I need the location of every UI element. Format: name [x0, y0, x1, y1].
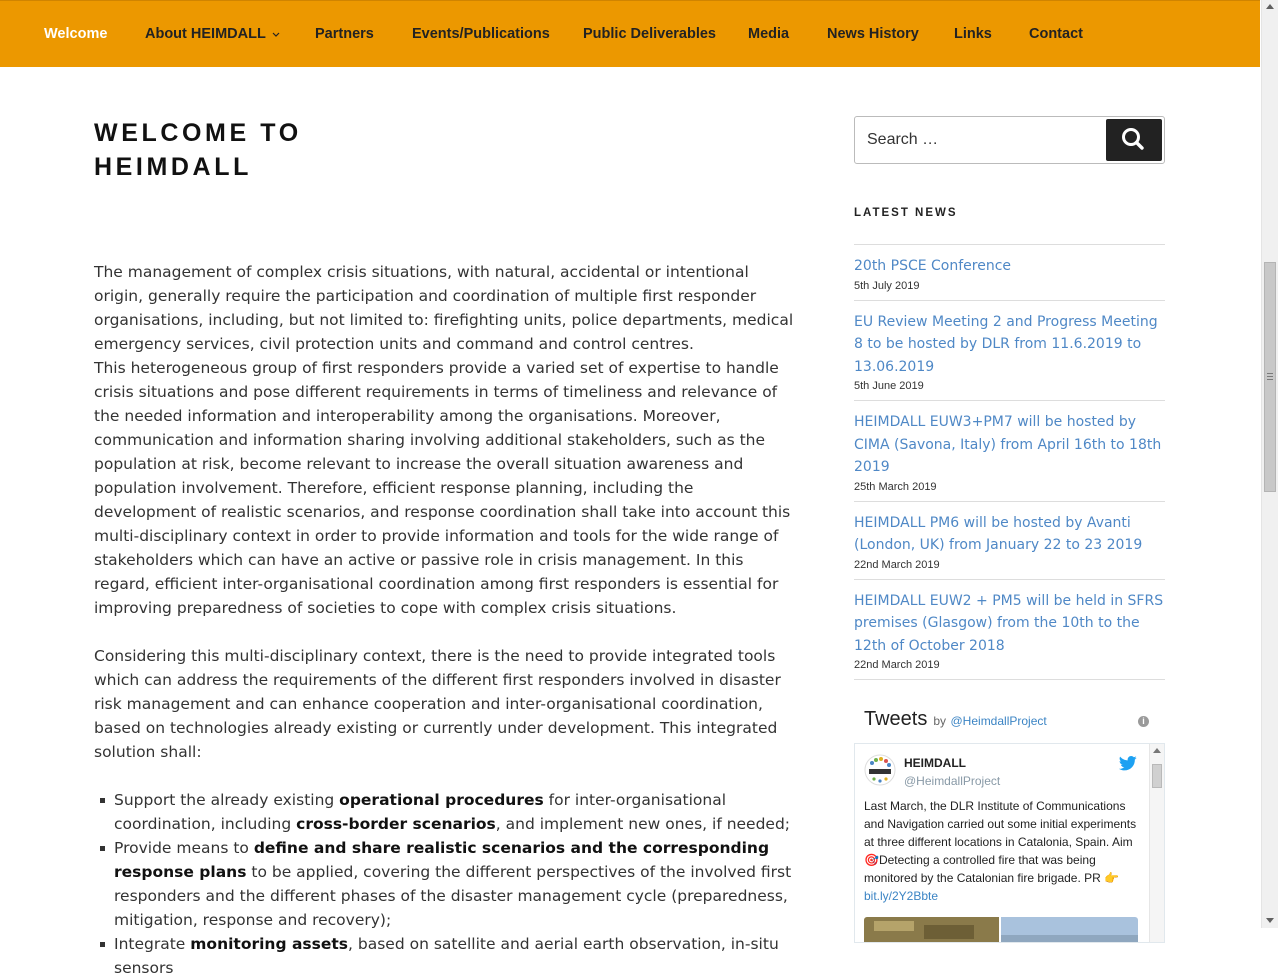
list-text: for inter-organisational coordination, including	[114, 791, 727, 833]
avatar[interactable]	[864, 754, 896, 786]
page-scrollbar[interactable]	[1261, 0, 1278, 928]
nav-item-label: Media	[748, 26, 790, 42]
nav-item-label: Welcome	[44, 26, 108, 42]
scroll-up-arrow-icon[interactable]	[1266, 4, 1274, 9]
emphasis-text: cross-border scenarios	[296, 815, 496, 833]
twitter-bird-icon[interactable]	[1119, 756, 1137, 771]
nav-item-partners[interactable]	[315, 26, 374, 42]
latest-news-title: LATEST NEWS	[854, 207, 958, 219]
scroll-up-arrow-icon[interactable]	[1153, 748, 1161, 753]
list-text: to be applied, covering the different perspectives of the involved first responders and the different phases of the disaster management cycle (preparedness, mitigation, response and recovery);	[114, 863, 792, 929]
news-item	[854, 501, 1165, 579]
emphasis-text: operational procedures	[339, 791, 544, 809]
requirements-list	[94, 788, 794, 980]
tweet-timeline	[854, 743, 1165, 943]
chevron-down-icon	[272, 32, 280, 37]
intro-paragraph: The management of complex crisis situations, with natural, accidental or intentional origin, generally require the participation and coordination of multiple first responder organisations, including, but not limited to: firefighting units, police departments, medical emergency services, civil protection units and command and control centres.	[94, 263, 794, 353]
main-content	[94, 260, 794, 980]
tweet-media-image[interactable]	[864, 917, 1138, 943]
tweets-title: Tweets	[864, 708, 928, 730]
nav-item-label: Partners	[315, 26, 374, 42]
nav-item-label: Public Deliverables	[583, 26, 716, 42]
nav-item-deliverables[interactable]	[583, 26, 716, 42]
pointing-hand-emoji-icon: 👉	[1104, 871, 1120, 885]
tweet-text	[864, 797, 1144, 905]
requirement-list-item	[94, 788, 794, 836]
news-date: 22nd March 2019	[854, 558, 940, 571]
news-date: 22nd March 2019	[854, 659, 940, 671]
nav-item-about[interactable]	[145, 26, 280, 42]
news-date: 5th July 2019	[854, 279, 920, 292]
requirement-list-item	[94, 932, 794, 980]
tweet-scrollbar-thumb[interactable]	[1152, 764, 1162, 788]
tweets-handle-link[interactable]: @HeimdallProject	[950, 714, 1047, 728]
target-emoji-icon: 🎯	[864, 853, 879, 867]
scroll-down-arrow-icon[interactable]	[1266, 918, 1274, 923]
search-form	[854, 116, 1165, 164]
news-item	[854, 244, 1165, 300]
list-text: Support the already existing	[114, 791, 340, 809]
tweet-scrollbar[interactable]	[1149, 744, 1165, 943]
solution-paragraph: Considering this multi-disciplinary context, there is the need to provide integrated tools which can address the requirements of the different first responders involved in disaster risk management and can enhance cooperation and inter-organisational coordination, based on technologies already existing or currently under development. This integrated solution shall:	[94, 647, 781, 761]
tweets-header	[864, 708, 1047, 731]
nav-item-events[interactable]	[412, 26, 550, 42]
nav-item-label: About HEIMDALL	[145, 26, 266, 42]
news-link[interactable]: HEIMDALL PM6 will be hosted by Avanti (London, UK) from January 22 to 23 2019	[854, 514, 1143, 553]
tweets-by: by	[933, 714, 947, 728]
news-link[interactable]: 20th PSCE Conference	[854, 258, 1012, 274]
page-title: WELCOME TO HEIMDALL	[94, 119, 302, 181]
tweet-link[interactable]: bit.ly/2Y2Bbte	[864, 889, 939, 903]
nav-item-label: Contact	[1029, 26, 1083, 42]
emphasis-text: define and share realistic scenarios and the corresponding response plans	[114, 839, 770, 881]
latest-news-list	[854, 244, 1165, 680]
info-icon[interactable]: i	[1138, 716, 1149, 727]
news-date: 25th March 2019	[854, 480, 937, 493]
search-icon	[1106, 119, 1162, 161]
nav-item-label: Events/Publications	[412, 26, 550, 42]
nav-item-label: News History	[827, 26, 919, 42]
context-paragraph: This heterogeneous group of first responders provide a varied set of expertise to handle crisis situations and pose different requirements in terms of timeliness and relevance of the needed information and interoperability among the organisations. Moreover, communication and information sharing involving additional stakeholders, such as the population at risk, become relevant to increase the overall situation awareness and population involvement. Therefore, efficient response planning, including the development of realistic scenarios, and response coordination shall take into account this multi-disciplinary context in order to provide information and tools for the wide range of stakeholders which can have an active or passive role in crisis management. In this regard, efficient inter-organisational coordination among first responders is essential for improving preparedness of societies to cope with complex crisis situations.	[94, 359, 791, 617]
scrollbar-thumb[interactable]	[1264, 262, 1276, 492]
list-text: Provide means to	[114, 839, 254, 857]
tweet-author-name[interactable]: HEIMDALL	[904, 756, 966, 770]
nav-item-news-history[interactable]	[827, 26, 919, 42]
news-item	[854, 400, 1165, 501]
tweet-text-part: Detecting a controlled fire that was being monitored by the Catalonian fire brigade. PR	[864, 853, 1105, 885]
nav-item-welcome[interactable]	[44, 26, 107, 42]
requirement-list-item	[94, 836, 794, 932]
news-date: 5th June 2019	[854, 380, 924, 392]
nav-item-links[interactable]	[954, 26, 992, 42]
news-link[interactable]: EU Review Meeting 2 and Progress Meeting 8 to be hosted by DLR from 11.6.2019 to 13.06.2019	[854, 313, 1158, 375]
nav-item-media[interactable]	[748, 26, 789, 42]
news-item	[854, 579, 1165, 681]
tweet-author-handle[interactable]: @HeimdallProject	[904, 774, 1001, 788]
list-text: , based on satellite and aerial earth observation, in-situ sensors	[114, 935, 779, 977]
list-text: Integrate	[114, 935, 191, 953]
news-link[interactable]: HEIMDALL EUW2 + PM5 will be held in SFRS premises (Glasgow) from the 10th to the 12th of October 2018	[854, 592, 1164, 654]
nav-item-label: Links	[954, 26, 992, 42]
news-item	[854, 300, 1165, 401]
nav-item-contact[interactable]	[1029, 26, 1083, 42]
news-link[interactable]: HEIMDALL EUW3+PM7 will be hosted by CIMA (Savona, Italy) from April 16th to 18th 2019	[854, 414, 1162, 475]
list-text: , and implement new ones, if needed;	[495, 815, 791, 833]
search-input[interactable]	[855, 117, 1105, 163]
search-button[interactable]	[1106, 119, 1162, 161]
emphasis-text: monitoring assets	[190, 935, 349, 953]
tweet-text-part: Last March, the DLR Institute of Communications and Navigation carried out some initial experiments at three different locations in Catalonia, Spain. Aim	[864, 799, 1137, 849]
tweet-media-thumbnail	[864, 917, 1138, 943]
top-navigation	[0, 0, 1260, 67]
